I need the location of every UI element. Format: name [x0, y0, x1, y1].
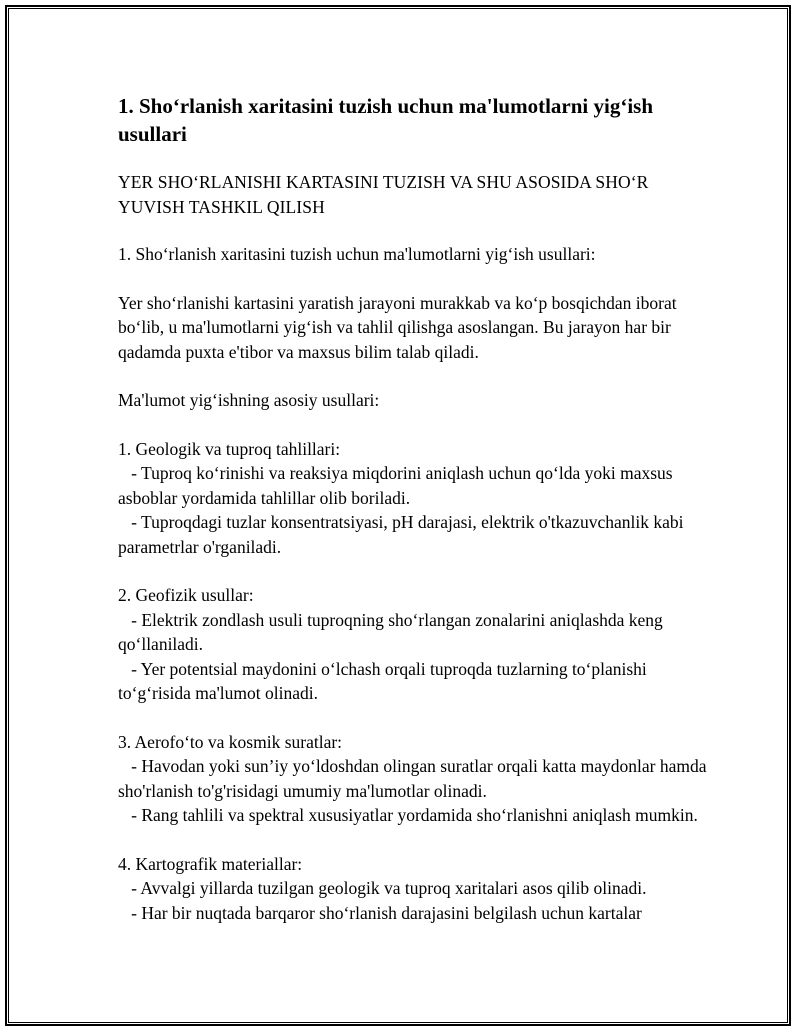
document-heading: 1. Sho‘rlanish xaritasini tuzish uchun ma'lumotlarni yig‘ish usullari: [118, 94, 654, 146]
document-body: [118, 92, 718, 949]
bullet-item: - Rang tahlili va spektral xususiyatlar yordamida sho‘rlanishni aniqlash mumkin.: [118, 805, 698, 825]
document-subtitle: YER SHO‘RLANISHI KARTASINI TUZISH VA SHU ASOSIDA SHO‘R YUVISH TASHKIL QILISH: [118, 172, 649, 217]
section-title: 1. Geologik va tuproq tahlillari:: [118, 438, 341, 459]
section-geophysical: [118, 583, 718, 706]
section-cartographic: [118, 852, 718, 926]
section-geological: [118, 437, 718, 560]
bullet-item: - Tuproqdagi tuzlar konsentratsiyasi, pH darajasi, elektrik o'tkazuvchanlik kabi parametrlar o'rganiladi.: [118, 512, 688, 557]
intro-paragraph: Yer sho‘rlanishi kartasini yaratish jarayoni murakkab va ko‘p bosqichdan iborat bo‘lib, u ma'lumotlarni yig‘ish va tahlil qilishga asoslangan. Bu jarayon har bir qadamda puxta e'tibor va maxsus bilim talab qiladi.: [118, 292, 677, 362]
bullet-item: - Avvalgi yillarda tuzilgan geologik va tuproq xaritalari asos qilib olinadi.: [118, 878, 647, 898]
bullet-item: - Tuproq ko‘rinishi va reaksiya miqdorini aniqlash uchun qo‘lda yoki maxsus asboblar yordamida tahlillar olib boriladi.: [118, 463, 677, 508]
bullet-item: - Elektrik zondlash usuli tuproqning sho‘rlangan zonalarini aniqlashda keng qo‘llaniladi.: [118, 609, 668, 654]
section-title: 2. Geofizik usullar:: [118, 585, 254, 605]
intro-line: 1. Sho‘rlanish xaritasini tuzish uchun ma'lumotlarni yig‘ish usullari:: [118, 244, 596, 264]
section-title: 4. Kartografik materiallar:: [118, 853, 303, 874]
section-title: 3. Aerofo‘to va kosmik suratlar:: [118, 731, 343, 752]
methods-heading: Ma'lumot yig‘ishning asosiy usullari:: [118, 390, 380, 410]
section-aerial: [118, 730, 718, 828]
bullet-item: - Havodan yoki sun’iy yo‘ldoshdan olingan suratlar orqali katta maydonlar hamda sho'rlanish to'g'risidagi umumiy ma'lumotlar olinadi.: [118, 756, 711, 801]
bullet-item: - Har bir nuqtada barqaror sho‘rlanish darajasini belgilash uchun kartalar: [118, 902, 642, 923]
bullet-item: - Yer potentsial maydonini o‘lchash orqali tuproqda tuzlarning to‘planishi to‘g‘risida ma'lumot olinadi.: [118, 658, 652, 703]
